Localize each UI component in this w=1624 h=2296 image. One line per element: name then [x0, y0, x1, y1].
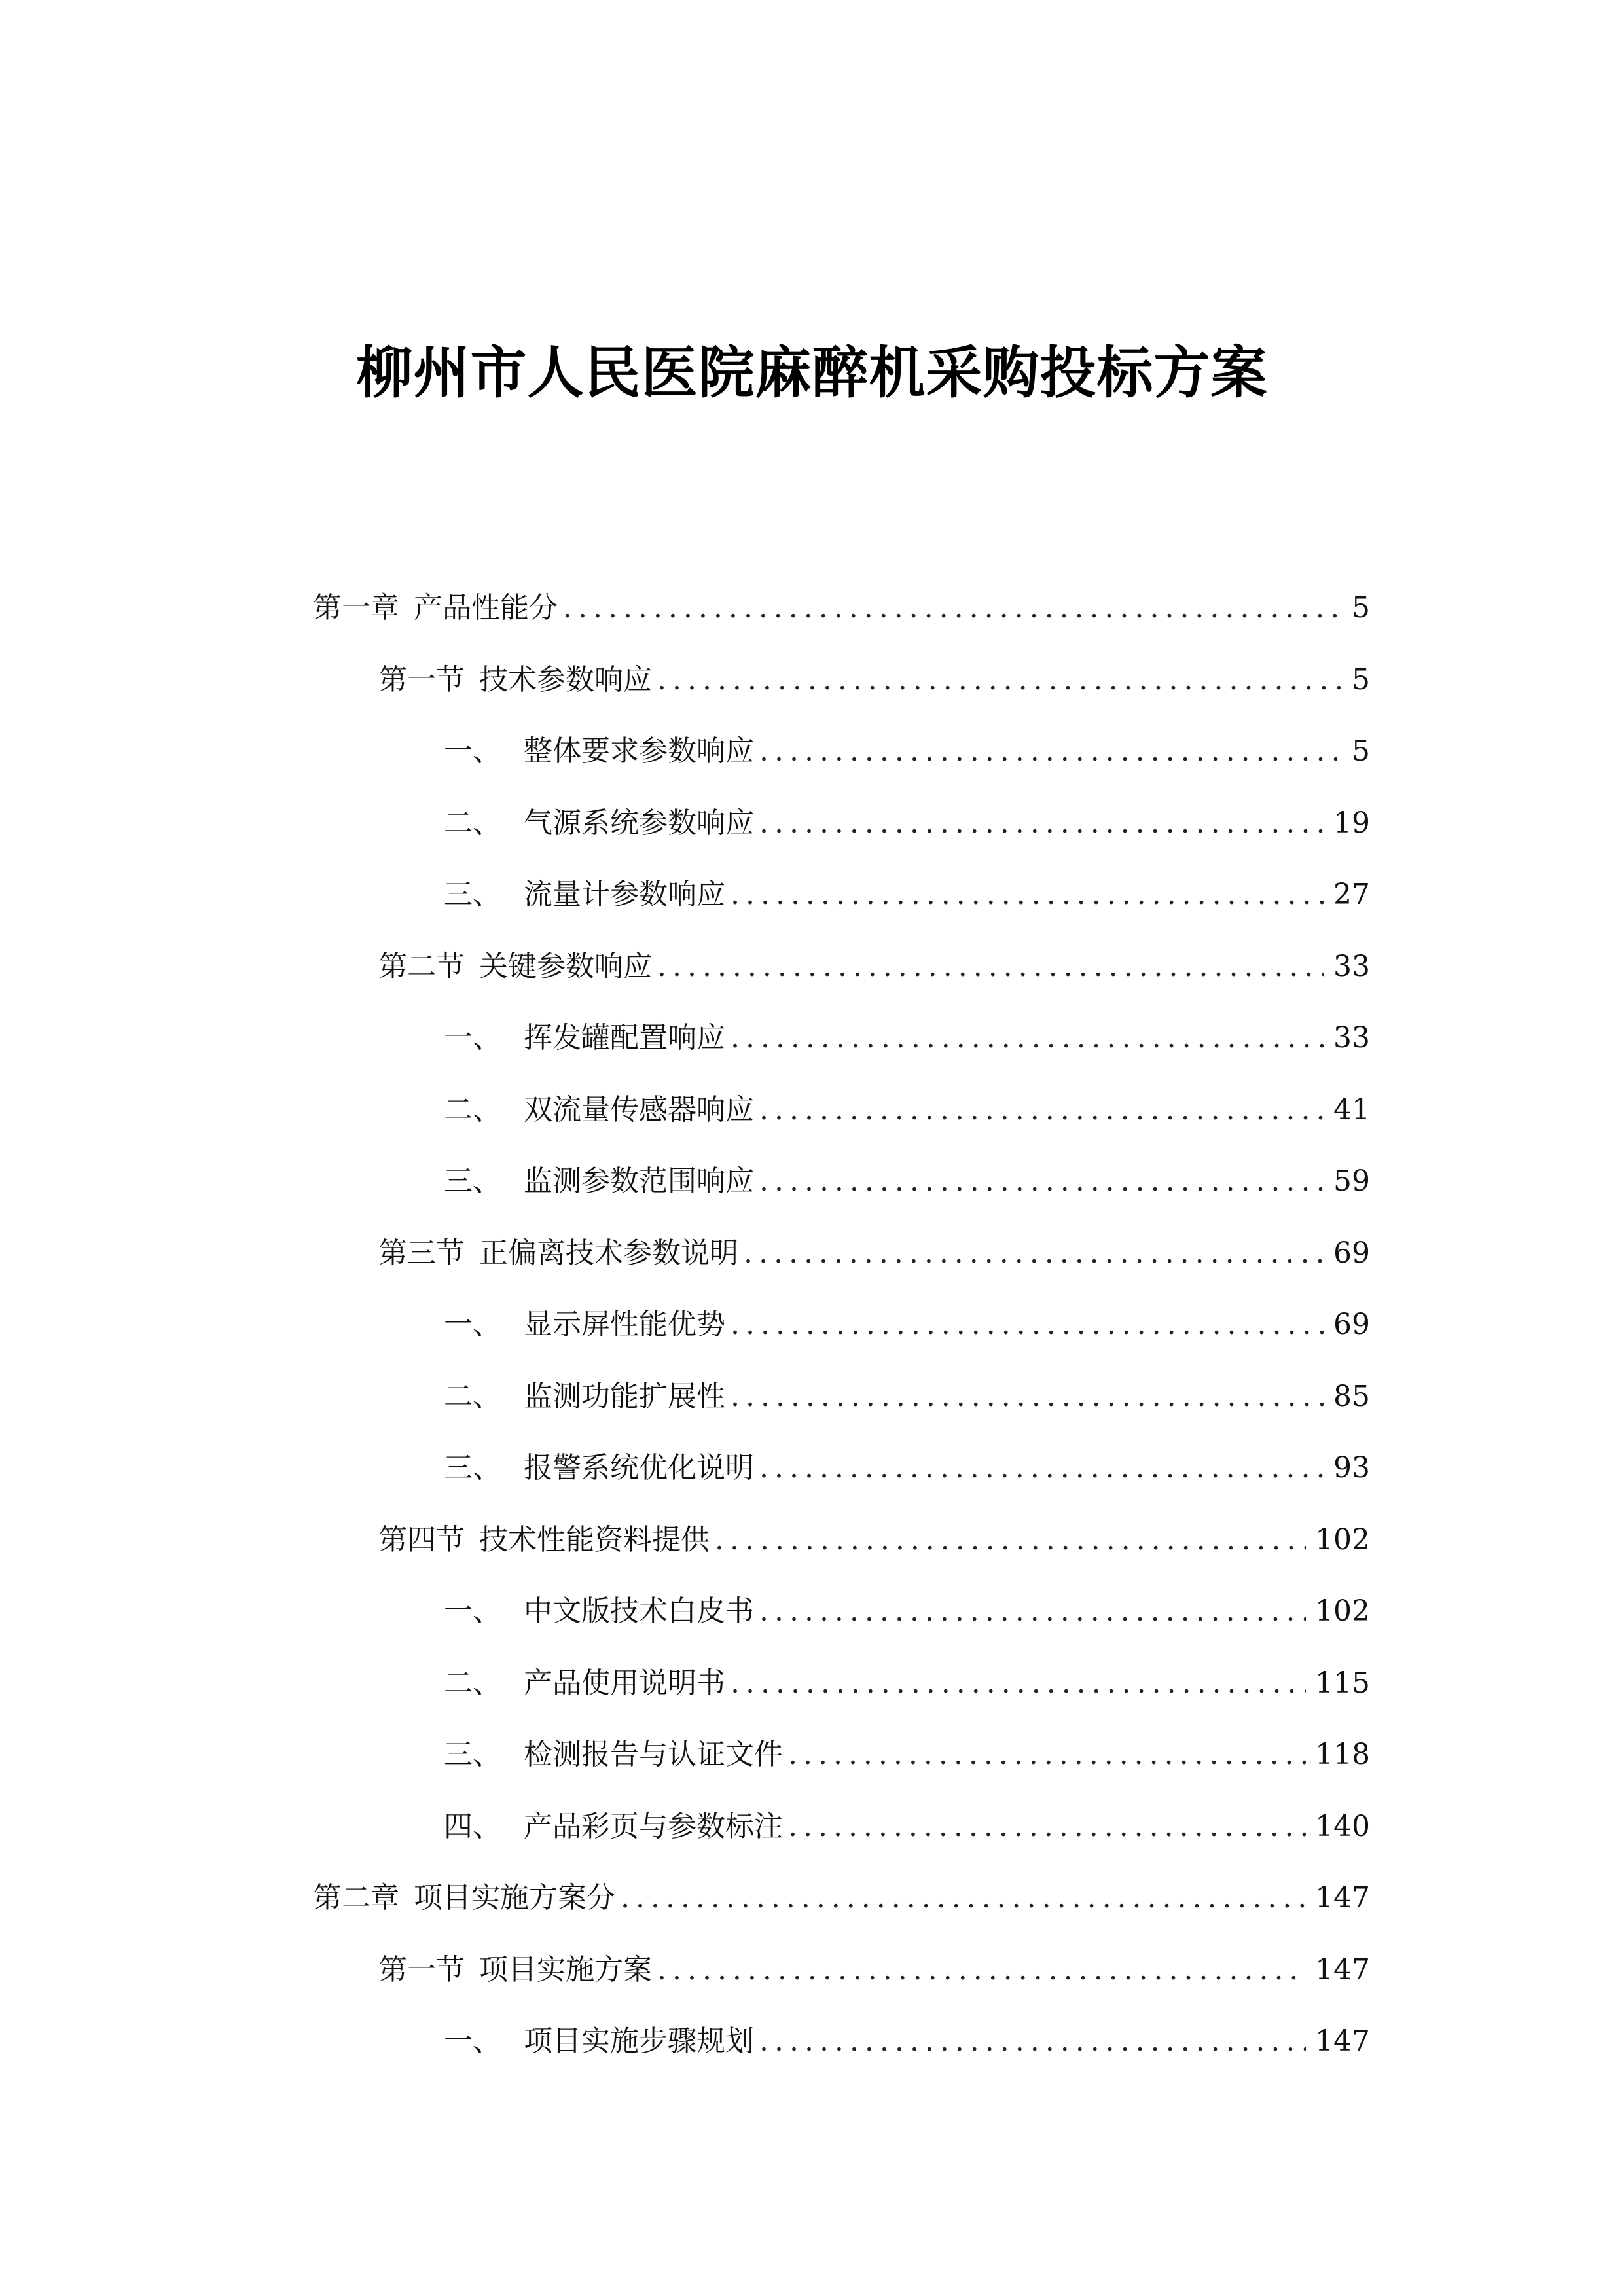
toc-entry-label	[444, 1575, 754, 1647]
toc-entry-title: 检测报告与认证文件	[524, 1738, 783, 1771]
toc-dot-leader	[563, 572, 1343, 644]
toc-entry[interactable]	[444, 1719, 1370, 1791]
toc-entry-number: 二、	[444, 1380, 501, 1413]
toc-entry-number: 第一节	[378, 1953, 465, 1986]
toc-entry-label	[444, 1432, 754, 1504]
toc-dot-leader	[759, 787, 1324, 859]
toc-entry-title: 项目实施方案	[479, 1953, 652, 1986]
toc-entry-title: 项目实施步骤规划	[524, 2024, 754, 2058]
toc-entry-number: 第二章	[313, 1881, 399, 1914]
toc-entry-number: 二、	[444, 1666, 501, 1700]
toc-page-number: 59	[1333, 1164, 1370, 1198]
toc-entry-label	[444, 1361, 725, 1433]
toc-dot-leader	[657, 644, 1343, 716]
toc-entry-title: 监测功能扩展性	[524, 1380, 725, 1413]
toc-dot-leader	[759, 1575, 1306, 1647]
toc-entry[interactable]	[444, 859, 1370, 931]
toc-entry-label	[378, 1504, 710, 1576]
toc-entry-number: 第一节	[378, 663, 465, 696]
toc-entry[interactable]	[444, 1791, 1370, 1863]
toc-entry[interactable]	[444, 2005, 1370, 2077]
toc-entry-label	[444, 787, 754, 859]
document-title: 柳州市人民医院麻醉机采购投标方案	[356, 340, 1268, 406]
toc-page-number: 33	[1333, 950, 1370, 983]
toc-entry[interactable]	[444, 1145, 1370, 1217]
toc-entry-title: 报警系统优化说明	[524, 1451, 754, 1484]
toc-page-number: 102	[1315, 1594, 1370, 1628]
toc-entry-number: 第一章	[313, 591, 399, 624]
toc-entry-number: 一、	[444, 1594, 501, 1628]
toc-entry-title: 技术性能资料提供	[479, 1523, 710, 1556]
toc-entry-number: 三、	[444, 1451, 501, 1484]
toc-entry[interactable]	[444, 1647, 1370, 1719]
toc-entry-label	[444, 1002, 725, 1074]
toc-entry-number: 一、	[444, 1021, 501, 1054]
toc-page-number: 115	[1315, 1666, 1370, 1700]
toc-page-number: 85	[1333, 1380, 1370, 1413]
toc-dot-leader	[731, 859, 1324, 931]
toc-page-number: 41	[1333, 1093, 1370, 1126]
toc-entry-label	[378, 931, 652, 1003]
toc-dot-leader	[788, 1791, 1306, 1863]
toc-entry-title: 产品彩页与参数标注	[524, 1810, 783, 1843]
toc-entry-label	[444, 859, 725, 931]
toc-page-number: 147	[1315, 1953, 1370, 1986]
toc-dot-leader	[731, 1361, 1324, 1433]
toc-entry[interactable]	[378, 931, 1370, 1003]
toc-entry-label	[378, 644, 652, 716]
toc-entry[interactable]	[378, 1934, 1370, 2006]
toc-entry[interactable]	[444, 1002, 1370, 1074]
toc-page-number: 19	[1333, 806, 1370, 840]
toc-page-number: 118	[1315, 1738, 1370, 1771]
toc-entry-label	[444, 715, 754, 787]
toc-page-number: 5	[1352, 734, 1370, 768]
toc-entry-number: 二、	[444, 806, 501, 840]
toc-page-number: 69	[1333, 1308, 1370, 1341]
toc-entry[interactable]	[444, 1289, 1370, 1361]
toc-entry-title: 产品使用说明书	[524, 1666, 725, 1700]
toc-entry[interactable]	[444, 1361, 1370, 1433]
toc-entry[interactable]	[378, 1504, 1370, 1576]
toc-entry-number: 一、	[444, 734, 501, 768]
toc-entry-label	[313, 572, 558, 644]
toc-entry-label	[444, 1719, 783, 1791]
toc-dot-leader	[731, 1647, 1306, 1719]
toc-page-number: 140	[1315, 1810, 1370, 1843]
toc-entry-title: 流量计参数响应	[524, 878, 725, 911]
toc-entry-label	[313, 1862, 615, 1934]
toc-entry[interactable]	[313, 1862, 1370, 1934]
toc-entry[interactable]	[378, 644, 1370, 716]
toc-page-number: 147	[1315, 1881, 1370, 1914]
toc-entry[interactable]	[444, 1432, 1370, 1504]
toc-dot-leader	[621, 1862, 1306, 1934]
toc-entry-title: 整体要求参数响应	[524, 734, 754, 768]
toc-entry-number: 第三节	[378, 1236, 465, 1270]
toc-entry-label	[444, 1074, 754, 1146]
toc-entry-title: 项目实施方案分	[414, 1881, 615, 1914]
toc-entry-title: 监测参数范围响应	[524, 1164, 754, 1198]
toc-entry-title: 双流量传感器响应	[524, 1093, 754, 1126]
toc-page-number: 93	[1333, 1451, 1370, 1484]
toc-page-number: 69	[1333, 1236, 1370, 1270]
toc-entry[interactable]	[378, 1217, 1370, 1289]
toc-entry-label	[378, 1934, 652, 2006]
toc-entry[interactable]	[313, 572, 1370, 644]
toc-entry-number: 三、	[444, 1738, 501, 1771]
toc-dot-leader	[759, 2005, 1306, 2077]
toc-entry-number: 三、	[444, 1164, 501, 1198]
toc-dot-leader	[788, 1719, 1306, 1791]
toc-entry-number: 一、	[444, 2024, 501, 2058]
toc-page-number: 102	[1315, 1523, 1370, 1556]
toc-dot-leader	[657, 931, 1324, 1003]
toc-dot-leader	[715, 1504, 1306, 1576]
toc-page-number: 5	[1352, 663, 1370, 696]
toc-dot-leader	[759, 1074, 1324, 1146]
toc-page-number: 33	[1333, 1021, 1370, 1054]
toc-entry-title: 中文版技术白皮书	[524, 1594, 754, 1628]
toc-entry-number: 四、	[444, 1810, 501, 1843]
toc-dot-leader	[744, 1217, 1324, 1289]
toc-entry-title: 正偏离技术参数说明	[479, 1236, 738, 1270]
toc-entry-title: 关键参数响应	[479, 950, 652, 983]
toc-entry[interactable]	[444, 1575, 1370, 1647]
toc-entry[interactable]	[444, 787, 1370, 859]
toc-page-number: 5	[1352, 591, 1370, 624]
toc-entry-label	[444, 2005, 754, 2077]
toc-dot-leader	[731, 1002, 1324, 1074]
toc-entry-number: 二、	[444, 1093, 501, 1126]
toc-dot-leader	[731, 1289, 1324, 1361]
toc-entry-title: 技术参数响应	[479, 663, 652, 696]
toc-entry-title: 挥发罐配置响应	[524, 1021, 725, 1054]
toc-entry-number: 三、	[444, 878, 501, 911]
toc-entry-label	[378, 1217, 738, 1289]
toc-entry[interactable]	[444, 1074, 1370, 1146]
toc-entry-title: 气源系统参数响应	[524, 806, 754, 840]
toc-entry-title: 显示屏性能优势	[524, 1308, 725, 1341]
toc-dot-leader	[759, 715, 1343, 787]
toc-entry-label	[444, 1289, 725, 1361]
toc-dot-leader	[759, 1432, 1324, 1504]
toc-page-number: 147	[1315, 2024, 1370, 2058]
toc-entry-number: 第四节	[378, 1523, 465, 1556]
toc-entry[interactable]	[444, 715, 1370, 787]
toc-entry-label	[444, 1145, 754, 1217]
toc-entry-label	[444, 1791, 783, 1863]
toc-page-number: 27	[1333, 878, 1370, 911]
toc-entry-title: 产品性能分	[414, 591, 558, 624]
toc-entry-number: 第二节	[378, 950, 465, 983]
toc-entry-number: 一、	[444, 1308, 501, 1341]
toc-dot-leader	[759, 1145, 1324, 1217]
toc-dot-leader	[657, 1934, 1306, 2006]
toc-entry-label	[444, 1647, 725, 1719]
